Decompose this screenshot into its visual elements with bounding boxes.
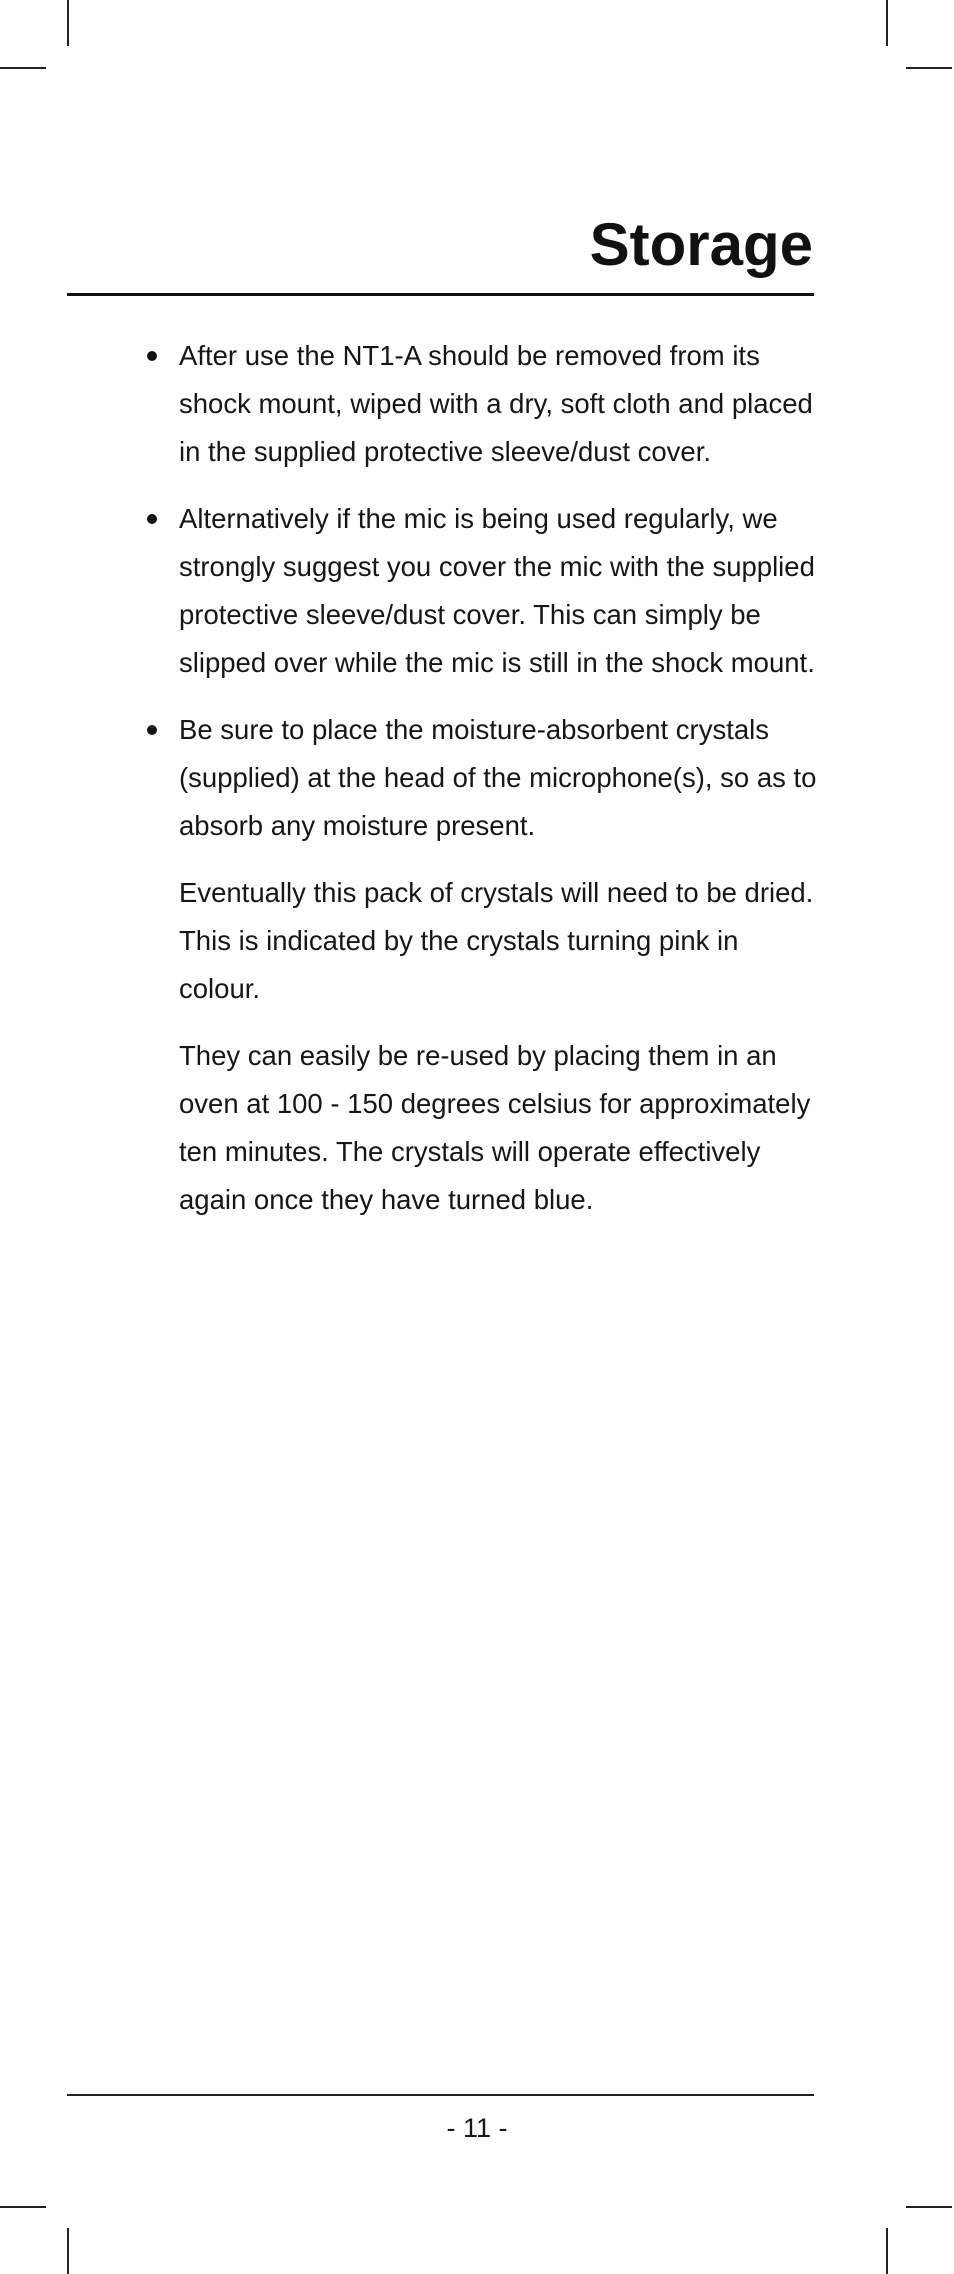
page-title: Storage [589, 211, 813, 278]
bullet-text: Alternatively if the mic is being used regularly, we strongly suggest you cover the mic with the supplied protective sleeve/dust cover. This can simply be slipped over while the mic is still in the shock mount. [179, 503, 815, 678]
footer-divider [67, 2094, 814, 2096]
bullet-icon [147, 351, 157, 361]
crop-mark-top-right-horizontal [906, 67, 952, 69]
bullet-icon [147, 514, 157, 524]
crop-mark-bottom-right-vertical [886, 2228, 888, 2274]
bullet-item [179, 495, 819, 687]
bullet-item [179, 706, 819, 850]
page-number: - 11 - [446, 2113, 508, 2143]
crop-mark-bottom-left-horizontal [0, 2206, 46, 2208]
page-content [179, 332, 819, 1243]
bullet-text: After use the NT1-A should be removed from its shock mount, wiped with a dry, soft cloth and placed in the supplied protective sleeve/dust cover. [179, 340, 813, 467]
paragraph: Eventually this pack of crystals will need to be dried. This is indicated by the crystals turning pink in colour. [179, 877, 814, 1004]
bullet-item [179, 332, 819, 476]
bullet-text: Be sure to place the moisture-absorbent crystals (supplied) at the head of the microphone(s), so as to absorb any moisture present. [179, 714, 817, 841]
title-divider [67, 293, 814, 296]
crop-mark-top-left-horizontal [0, 67, 46, 69]
bullet-icon [147, 725, 157, 735]
paragraph: They can easily be re-used by placing them in an oven at 100 - 150 degrees celsius for approximately ten minutes. The crystals will operate effectively again once they have turned blue. [179, 1040, 811, 1215]
crop-mark-bottom-left-vertical [67, 2228, 69, 2274]
crop-mark-top-left-vertical [67, 0, 69, 46]
crop-mark-top-right-vertical [886, 0, 888, 46]
crop-mark-bottom-right-horizontal [906, 2206, 952, 2208]
